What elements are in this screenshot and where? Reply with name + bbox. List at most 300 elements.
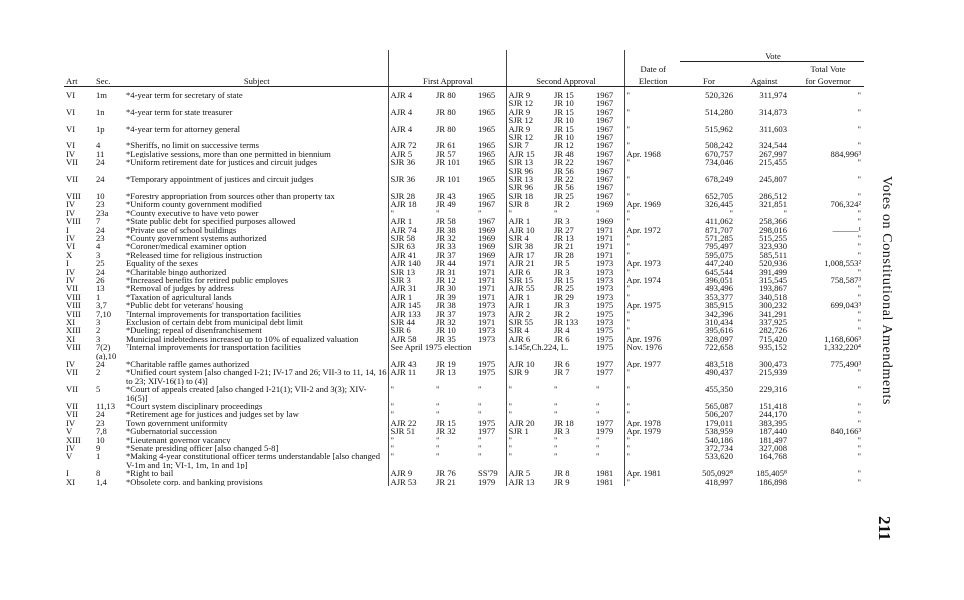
- cell-total-vote: 706,324²: [830, 200, 862, 209]
- cell-art: I: [66, 469, 69, 478]
- cell-vote-against: 327,008: [759, 444, 787, 453]
- cell-second-resolution: AJR 9 SJR 12: [506, 91, 552, 108]
- cell-first-resolution: AJR 1: [388, 293, 434, 301]
- cell-second-jr: JR 3: [554, 301, 570, 310]
- cell-art: VII: [66, 402, 78, 411]
- cell-sec: 7,8: [96, 427, 107, 436]
- cell-second-jr: ": [554, 385, 558, 395]
- cell-first-year: ": [478, 402, 482, 411]
- table-row: [64, 444, 864, 452]
- cell-election-date: ": [624, 175, 680, 192]
- cell-vote-for: 506,207: [705, 410, 733, 419]
- cell-vote-against: 267,997: [759, 149, 787, 159]
- cell-first-resolution: AJR 41: [388, 251, 434, 259]
- cell-election-date: ": [624, 368, 680, 385]
- cell-art: XI: [66, 317, 76, 327]
- cell-sec: 1,4: [96, 477, 107, 487]
- cell-first-year: 1965: [478, 191, 496, 201]
- cell-first-year: 1967: [478, 217, 496, 226]
- cell-second-resolution: AJR 17: [506, 251, 552, 259]
- cell-sec: 23: [96, 200, 105, 209]
- cell-sec: 24: [96, 175, 105, 185]
- cell-first-jr: JR 12: [436, 275, 456, 285]
- cell-election-date: ": [624, 436, 680, 444]
- cell-vote-for: 396,051: [705, 275, 733, 285]
- cell-art: VII: [66, 284, 78, 293]
- cell-first-resolution: SJR 36: [388, 175, 434, 192]
- cell-first-year: 1969: [478, 250, 496, 260]
- cell-second-year: 1967: [596, 141, 614, 150]
- cell-vote-for: 395,616: [705, 326, 733, 335]
- cell-second-resolution: AJR 6: [506, 268, 552, 276]
- cell-vote-for: 595,075: [705, 250, 733, 260]
- cell-vote-against: 337,925: [759, 317, 787, 327]
- cell-first-jr: JR 43: [436, 191, 456, 201]
- cell-election-date: Nov. 1976: [624, 343, 680, 360]
- cell-second-year: 1977: [596, 368, 614, 378]
- cell-total-vote: ": [857, 141, 862, 150]
- cell-election-date: ": [624, 234, 680, 242]
- cell-election-date: ": [624, 318, 680, 326]
- cell-art: XIII: [66, 326, 81, 335]
- cell-election-date: ": [624, 158, 680, 175]
- table-row: [64, 427, 864, 435]
- cell-vote-for: 372,734: [705, 444, 733, 453]
- cell-subject: *Coroner/medical examiner option: [126, 242, 247, 251]
- cell-first-jr: JR 39: [436, 292, 456, 302]
- cell-sec: 1: [96, 292, 101, 302]
- cell-first-resolution: SJR 44: [388, 318, 434, 326]
- table-row: [64, 284, 864, 292]
- cell-first-resolution: AJR 58: [388, 335, 434, 343]
- cell-art: XIII: [66, 435, 81, 445]
- cell-second-year: ": [596, 452, 600, 462]
- cell-total-vote: 1,008,553²: [824, 259, 862, 268]
- cell-first-year: 1965: [478, 149, 496, 159]
- cell-subject: *Senate presiding officer [also changed 5-8]: [126, 444, 279, 453]
- cell-art: VI: [66, 124, 76, 134]
- table-row: [64, 402, 864, 410]
- cell-first-jr: JR 80: [436, 124, 456, 134]
- cell-election-date: Apr. 1976: [624, 335, 680, 343]
- cell-vote-against: 391,499: [759, 267, 787, 276]
- cell-first-jr: JR 13: [436, 368, 456, 378]
- cell-first-resolution: AJR 5: [388, 150, 434, 158]
- cell-first-jr: ": [436, 410, 440, 419]
- side-running-title: Votes on Constitutional Amendments: [879, 175, 894, 405]
- cell-first-resolution: ": [388, 209, 434, 217]
- cell-second-resolution: ": [506, 444, 552, 452]
- cell-art: VIII: [66, 301, 81, 310]
- cell-total-vote: ": [857, 469, 862, 478]
- cell-second-jr: ": [554, 208, 558, 218]
- cell-subject: *Making 4-year constitutional officer terms understandable [also changed V-1m and 1n; VI-1, 1m, 1n and 1p]: [126, 452, 380, 470]
- cell-first-resolution: ": [388, 444, 434, 452]
- cell-first-jr: JR 76: [436, 469, 456, 478]
- cell-second-year: 1967: [596, 149, 614, 159]
- cell-vote-against: 286,512: [759, 191, 787, 201]
- cell-election-date: ": [624, 310, 680, 318]
- cell-art: XI: [66, 477, 76, 487]
- cell-sec: 11,13: [96, 402, 116, 411]
- cell-second-resolution: SJR 7: [506, 141, 552, 149]
- cell-vote-for: 490,437: [705, 368, 733, 378]
- cell-subject: *Charitable raffle games authorized: [126, 360, 250, 369]
- cell-second-year: 1973: [596, 259, 614, 268]
- cell-second-year: 1967 1967: [596, 158, 614, 176]
- cell-first-year: 1973: [478, 301, 496, 310]
- cell-total-vote: 840,166³: [830, 427, 862, 436]
- cell-first-year: 1967: [478, 200, 496, 209]
- cell-sec: 10: [96, 191, 105, 201]
- cell-vote-for: 670,757: [705, 149, 733, 159]
- cell-total-vote: ": [857, 385, 862, 395]
- cell-second-jr: JR 15 JR 10: [554, 91, 574, 108]
- cell-vote-for: ": [729, 208, 733, 218]
- cell-sec: 24: [96, 158, 105, 168]
- cell-total-vote: ": [857, 208, 862, 218]
- cell-subject: *Obsolete corp. and banking provisions: [126, 477, 263, 487]
- cell-total-vote: ": [857, 91, 862, 100]
- table-row: [64, 410, 864, 418]
- cell-vote-for: 520,326: [705, 91, 733, 100]
- cell-first-jr: ": [436, 208, 440, 218]
- table-row: [64, 301, 864, 309]
- cell-first-year: 1965: [478, 91, 496, 100]
- cell-first-jr: ": [436, 452, 440, 462]
- cell-election-date: ": [624, 91, 680, 108]
- cell-sec: 7: [96, 217, 101, 226]
- cell-second-jr: JR 48: [554, 149, 574, 159]
- cell-second-jr: JR 3: [554, 217, 570, 226]
- cell-sec: 4: [96, 141, 101, 150]
- table-row: [64, 217, 864, 225]
- cell-total-vote: ": [857, 292, 862, 302]
- cell-art: VIII: [66, 191, 81, 201]
- cell-second-resolution: s.145r,Ch.224, L.: [506, 343, 594, 360]
- cell-second-year: 1977: [596, 360, 614, 369]
- cell-total-vote: ": [857, 158, 862, 168]
- cell-first-year: ": [478, 444, 482, 453]
- cell-second-resolution: SJR 1: [506, 427, 552, 435]
- cell-second-jr: JR 25: [554, 191, 574, 201]
- cell-vote-against: 300,473: [759, 360, 787, 369]
- cell-second-year: 1981: [596, 477, 614, 487]
- against-header: Against: [736, 74, 790, 87]
- cell-vote-against: 515,255: [759, 233, 787, 243]
- cell-total-vote: ": [857, 124, 862, 134]
- cell-first-jr: JR 37: [436, 309, 456, 318]
- cell-subject: *Released time for religious instruction: [126, 250, 263, 260]
- table-row: [64, 141, 864, 149]
- cell-second-resolution: AJR 1: [506, 301, 552, 309]
- cell-subject: *Temporary appointment of justices and circuit judges: [126, 175, 314, 185]
- cell-sec: 7(2) (a),10: [96, 343, 117, 360]
- cell-first-jr: JR 101: [436, 175, 461, 185]
- cell-subject: *Legislative sessions, more than one permitted in biennium: [126, 149, 331, 159]
- total-header-line2: for Governor: [790, 74, 864, 87]
- cell-second-resolution: ": [506, 410, 552, 418]
- cell-art: VII: [66, 368, 78, 378]
- cell-vote-against: 245,807: [759, 175, 787, 185]
- cell-subject: Town government uniformity: [126, 418, 228, 428]
- cell-first-jr: ": [436, 402, 440, 411]
- cell-first-resolution: ": [388, 436, 434, 444]
- cell-art: IV: [66, 200, 76, 209]
- cell-sec: 13: [96, 284, 105, 293]
- cell-art: VII: [66, 175, 78, 185]
- cell-vote-for: 515,962: [705, 124, 733, 134]
- cell-art: V: [66, 427, 73, 436]
- cell-total-vote: ": [857, 368, 862, 378]
- cell-vote-for: 411,062: [705, 217, 733, 226]
- cell-first-resolution: AJR 9: [388, 469, 434, 477]
- cell-first-resolution: AJR 133: [388, 310, 434, 318]
- cell-subject: *Removal of judges by address: [126, 284, 234, 293]
- cell-art: VIII: [66, 309, 81, 318]
- cell-sec: 3: [96, 317, 101, 327]
- vote-header: Vote: [680, 50, 864, 62]
- cell-second-year: 1969: [596, 217, 614, 226]
- cell-election-date: ": [624, 125, 680, 142]
- cell-second-year: 1971: [596, 233, 614, 243]
- cell-second-year: 1971: [596, 242, 614, 251]
- cell-election-date: ": [624, 385, 680, 402]
- table-row: [64, 175, 864, 192]
- cell-election-date: ": [624, 251, 680, 259]
- cell-second-jr: JR 9: [554, 477, 570, 487]
- cell-vote-for: 342,396: [705, 309, 733, 318]
- cell-first-year: 1971: [478, 284, 496, 293]
- cell-vote-against: 311,603: [759, 124, 787, 134]
- cell-total-vote: ": [857, 309, 862, 318]
- cell-subject: Municipal indebtedness increased up to 10% of equalized valuation: [126, 334, 359, 344]
- cell-election-date: ": [624, 402, 680, 410]
- cell-first-resolution: SJR 36: [388, 158, 434, 175]
- cell-first-jr: JR 31: [436, 267, 456, 276]
- cell-sec: 23: [96, 233, 105, 243]
- cell-second-year: 1973: [596, 317, 614, 327]
- cell-second-resolution: SJR 38: [506, 242, 552, 250]
- cell-first-jr: JR 49: [436, 200, 456, 209]
- cell-vote-against: ": [783, 208, 787, 218]
- cell-vote-for: 540,186: [705, 435, 733, 445]
- cell-election-date: ": [624, 209, 680, 217]
- subject-header: Subject: [124, 74, 388, 87]
- cell-vote-against: 186,898: [759, 477, 787, 487]
- cell-second-year: 1975: [596, 326, 614, 335]
- cell-first-resolution: AJR 31: [388, 284, 434, 292]
- cell-vote-against: 282,726: [759, 326, 787, 335]
- table-row: [64, 310, 864, 318]
- cell-first-jr: JR 44: [436, 259, 456, 268]
- cell-first-resolution: SJR 28: [388, 192, 434, 200]
- cell-second-jr: ": [554, 410, 558, 419]
- cell-sec: 25: [96, 259, 105, 268]
- cell-subject: *Charitable bingo authorized: [126, 267, 227, 276]
- cell-second-year: 1971: [596, 225, 614, 234]
- cell-second-year: ": [596, 435, 600, 445]
- table-row: [64, 268, 864, 276]
- cell-first-year: 1971: [478, 267, 496, 276]
- cell-first-year: ": [478, 452, 482, 462]
- cell-second-resolution: SJR 13 SJR 96: [506, 158, 552, 175]
- cell-election-date: ": [624, 284, 680, 292]
- cell-total-vote: ": [857, 477, 862, 487]
- cell-election-date: Apr. 1972: [624, 226, 680, 234]
- sec-header: Sec.: [94, 74, 124, 87]
- cell-sec: 1p: [96, 124, 105, 134]
- cell-vote-against: 383,395: [759, 418, 787, 428]
- cell-total-vote: ": [857, 317, 862, 327]
- cell-first-jr: JR 21: [436, 477, 456, 487]
- cell-first-year: 1969: [478, 225, 496, 234]
- cell-first-year: 1973: [478, 334, 496, 344]
- cell-second-year: 1975: [596, 309, 614, 318]
- table-row: [64, 108, 864, 125]
- cell-subject: *Court system disciplinary proceedings: [126, 402, 263, 411]
- table-row: [64, 293, 864, 301]
- cell-art: IV: [66, 275, 76, 285]
- cell-sec: 2: [96, 368, 101, 378]
- cell-second-jr: JR 22 JR 56: [554, 158, 574, 176]
- table-row: [64, 469, 864, 477]
- cell-second-jr: JR 133: [554, 317, 579, 327]
- cell-sec: 24: [96, 225, 105, 234]
- cell-first-resolution: AJR 4: [388, 108, 434, 125]
- cell-art: VI: [66, 141, 76, 150]
- cell-vote-for: 722,658: [705, 343, 733, 353]
- cell-election-date: Apr. 1974: [624, 276, 680, 284]
- second-approval-header: Second Approval: [506, 74, 624, 87]
- cell-second-jr: JR 2: [554, 309, 570, 318]
- cell-second-jr: ": [554, 452, 558, 462]
- cell-vote-against: 311,974: [759, 91, 787, 100]
- cell-total-vote: ": [857, 410, 862, 419]
- cell-art: V: [66, 452, 73, 462]
- amendment-votes-table: [64, 50, 864, 486]
- cell-election-date: ": [624, 444, 680, 452]
- cell-vote-against: 520,936: [759, 259, 787, 268]
- cell-second-jr: JR 13: [554, 233, 574, 243]
- cell-subject: *Uniform county government modified: [126, 200, 262, 209]
- cell-second-year: 1971: [596, 250, 614, 260]
- cell-vote-for: 385,915: [705, 301, 733, 310]
- cell-second-year: 1973: [596, 292, 614, 302]
- cell-first-resolution: SJR 3: [388, 276, 434, 284]
- cell-first-jr: JR 101: [436, 158, 461, 168]
- cell-art: IV: [66, 149, 76, 159]
- cell-sec: 23a: [96, 208, 109, 218]
- cell-first-resolution: ": [388, 410, 434, 418]
- cell-second-jr: JR 12: [554, 141, 574, 150]
- cell-second-jr: JR 6: [554, 334, 570, 344]
- cell-first-resolution: ": [388, 452, 434, 469]
- cell-second-resolution: SJR 15: [506, 276, 552, 284]
- cell-vote-for: 795,497: [705, 242, 733, 251]
- cell-second-jr: JR 28: [554, 250, 574, 260]
- cell-sec: 26: [96, 275, 105, 285]
- cell-subject: *Sheriffs, no limit on successive terms: [126, 141, 260, 150]
- cell-first-year: 1965: [478, 107, 496, 117]
- table-row: [64, 343, 864, 360]
- table-row: [64, 226, 864, 234]
- cell-first-year: 1975: [478, 368, 496, 378]
- cell-art: I: [66, 259, 69, 268]
- cell-second-year: 1975: [596, 343, 614, 353]
- cell-vote-against: 324,544: [759, 141, 787, 150]
- table-header: [64, 50, 864, 91]
- cell-second-jr: ": [554, 402, 558, 411]
- cell-subject: *County executive to have veto power: [126, 208, 259, 218]
- table-row: [64, 192, 864, 200]
- cell-vote-against: 323,930: [759, 242, 787, 251]
- cell-sec: 23: [96, 418, 105, 428]
- table-row: [64, 125, 864, 142]
- table-row: [64, 234, 864, 242]
- cell-vote-for: 493,496: [705, 284, 733, 293]
- cell-first-jr: JR 37: [436, 250, 456, 260]
- cell-art: IV: [66, 418, 76, 428]
- cell-art: XI: [66, 334, 76, 344]
- cell-first-resolution: See April 1975 election: [388, 343, 506, 360]
- cell-vote-against: 193,867: [759, 284, 787, 293]
- cell-second-jr: JR 15 JR 10: [554, 124, 574, 142]
- cell-vote-for: 353,377: [705, 292, 733, 302]
- table-row: [64, 436, 864, 444]
- cell-second-jr: JR 15: [554, 275, 574, 285]
- cell-art: IV: [66, 360, 76, 369]
- cell-first-year: 1973: [478, 326, 496, 335]
- cell-second-year: 1973: [596, 284, 614, 293]
- page-number: 211: [875, 515, 894, 541]
- cell-second-resolution: AJR 9 SJR 12: [506, 125, 552, 142]
- cell-vote-against: 187,440: [759, 427, 787, 436]
- cell-election-date: Apr. 1975: [624, 301, 680, 309]
- cell-first-jr: JR 57: [436, 149, 456, 159]
- cell-vote-against: 341,291: [759, 309, 787, 318]
- cell-second-year: 1967 1967: [596, 124, 614, 142]
- cell-total-vote: 758,587³: [830, 275, 862, 285]
- cell-second-year: 1969: [596, 200, 614, 209]
- table-row: [64, 335, 864, 343]
- cell-election-date: ": [624, 141, 680, 149]
- cell-first-year: ": [478, 410, 482, 419]
- cell-vote-for: 652,705: [705, 191, 733, 201]
- cell-first-jr: JR 38: [436, 225, 456, 234]
- cell-second-resolution: AJR 2: [506, 310, 552, 318]
- cell-total-vote: 699,043³: [830, 301, 862, 310]
- cell-vote-against: 321,851: [759, 200, 787, 209]
- cell-second-resolution: SJR 18: [506, 192, 552, 200]
- cell-vote-for: 455,350: [705, 385, 733, 395]
- cell-vote-against: 298,016: [759, 225, 787, 234]
- cell-second-resolution: AJR 15: [506, 150, 552, 158]
- cell-sec: 24: [96, 410, 105, 419]
- cell-sec: 2: [96, 326, 101, 335]
- cell-second-jr: JR 27: [554, 225, 574, 234]
- cell-second-resolution: ": [506, 402, 552, 410]
- cell-second-resolution: ": [506, 385, 552, 402]
- cell-total-vote: ": [857, 435, 862, 445]
- cell-second-resolution: SJR 13 SJR 96: [506, 175, 552, 192]
- cell-second-resolution: AJR 1: [506, 217, 552, 225]
- cell-first-jr: ": [436, 444, 440, 453]
- cell-first-year: SS'79: [478, 469, 498, 478]
- cell-second-resolution: AJR 10: [506, 360, 552, 368]
- cell-vote-for: 328,097: [705, 334, 733, 344]
- cell-first-jr: JR 30: [436, 284, 456, 293]
